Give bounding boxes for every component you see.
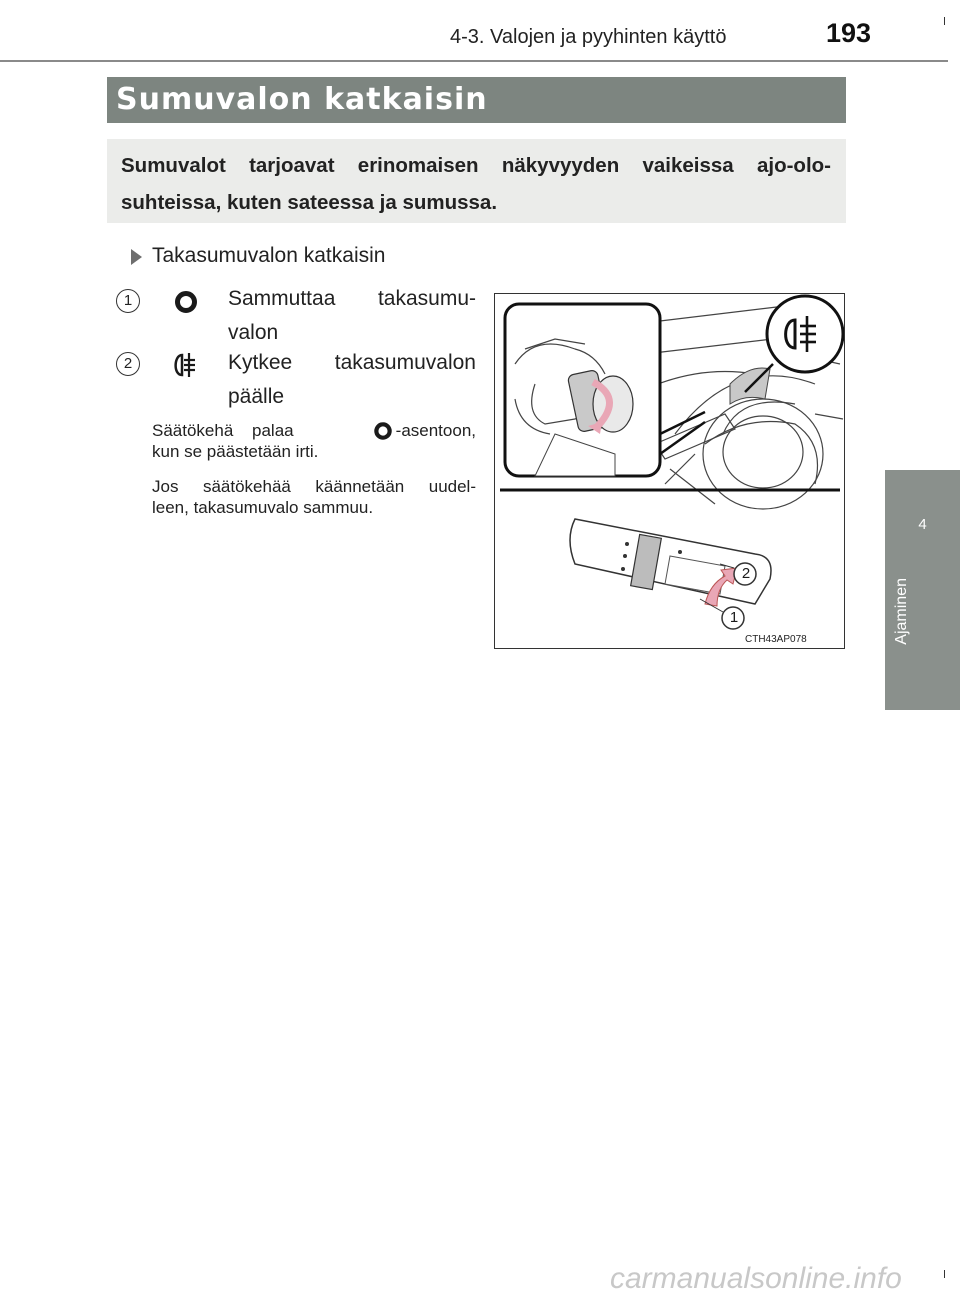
step-number-1: 1 — [116, 289, 140, 313]
note-1-line-2: kun se päästetään irti. — [152, 442, 319, 461]
page-number: 193 — [826, 18, 872, 48]
note-1-text-after: -asentoon, — [395, 421, 476, 440]
callout-label-2: 2 — [741, 565, 751, 582]
fog-off-icon — [373, 421, 393, 441]
step-number-2: 2 — [116, 352, 140, 376]
step-1-text — [228, 282, 476, 350]
note-2-line-2: leen, takasumuvalo sammuu. — [152, 498, 374, 517]
fog-off-icon — [174, 290, 198, 314]
illustration-code: CTH43AP078 — [745, 634, 807, 645]
intro-text: Sumuvalot tarjoavat erinomaisen näkyvyyden vaikeissa ajo-olo-suhteissa, kuten sateessa ja sumussa. — [121, 154, 831, 214]
step-2-text — [228, 346, 476, 414]
step-2-line-2: päälle — [228, 385, 285, 408]
rear-fog-light-icon — [170, 350, 200, 380]
callout-label-1: 1 — [729, 609, 739, 626]
note-1-line-1 — [152, 420, 476, 441]
header-rule — [0, 60, 948, 62]
section-title: Sumuvalon katkaisin — [116, 82, 488, 117]
crop-mark — [944, 1270, 945, 1278]
crop-mark — [944, 17, 945, 25]
note-2-line-1: Jos säätökehää käännetään uudel- — [152, 477, 476, 496]
note-1-inline-group — [373, 420, 476, 441]
step-1-line-2: valon — [228, 321, 279, 344]
watermark: carmanualsonline.info — [610, 1262, 902, 1295]
illustration-frame — [494, 293, 845, 649]
step-2-line-1: Kytkee takasumuvalon — [228, 351, 476, 374]
step-1-line-1: Sammuttaa takasumu- — [228, 287, 476, 310]
header-title: 4-3. Valojen ja pyyhinten käyttö — [450, 26, 727, 48]
bullet-arrow-icon — [131, 249, 142, 265]
note-1 — [152, 420, 476, 462]
subheading: Takasumuvalon katkaisin — [152, 244, 386, 267]
headlight-switch-illustration — [495, 294, 844, 648]
chapter-label: Ajaminen — [893, 578, 910, 645]
note-2 — [152, 476, 476, 518]
note-1-text-before: Säätökehä palaa — [152, 421, 294, 440]
chapter-number: 4 — [918, 516, 927, 533]
